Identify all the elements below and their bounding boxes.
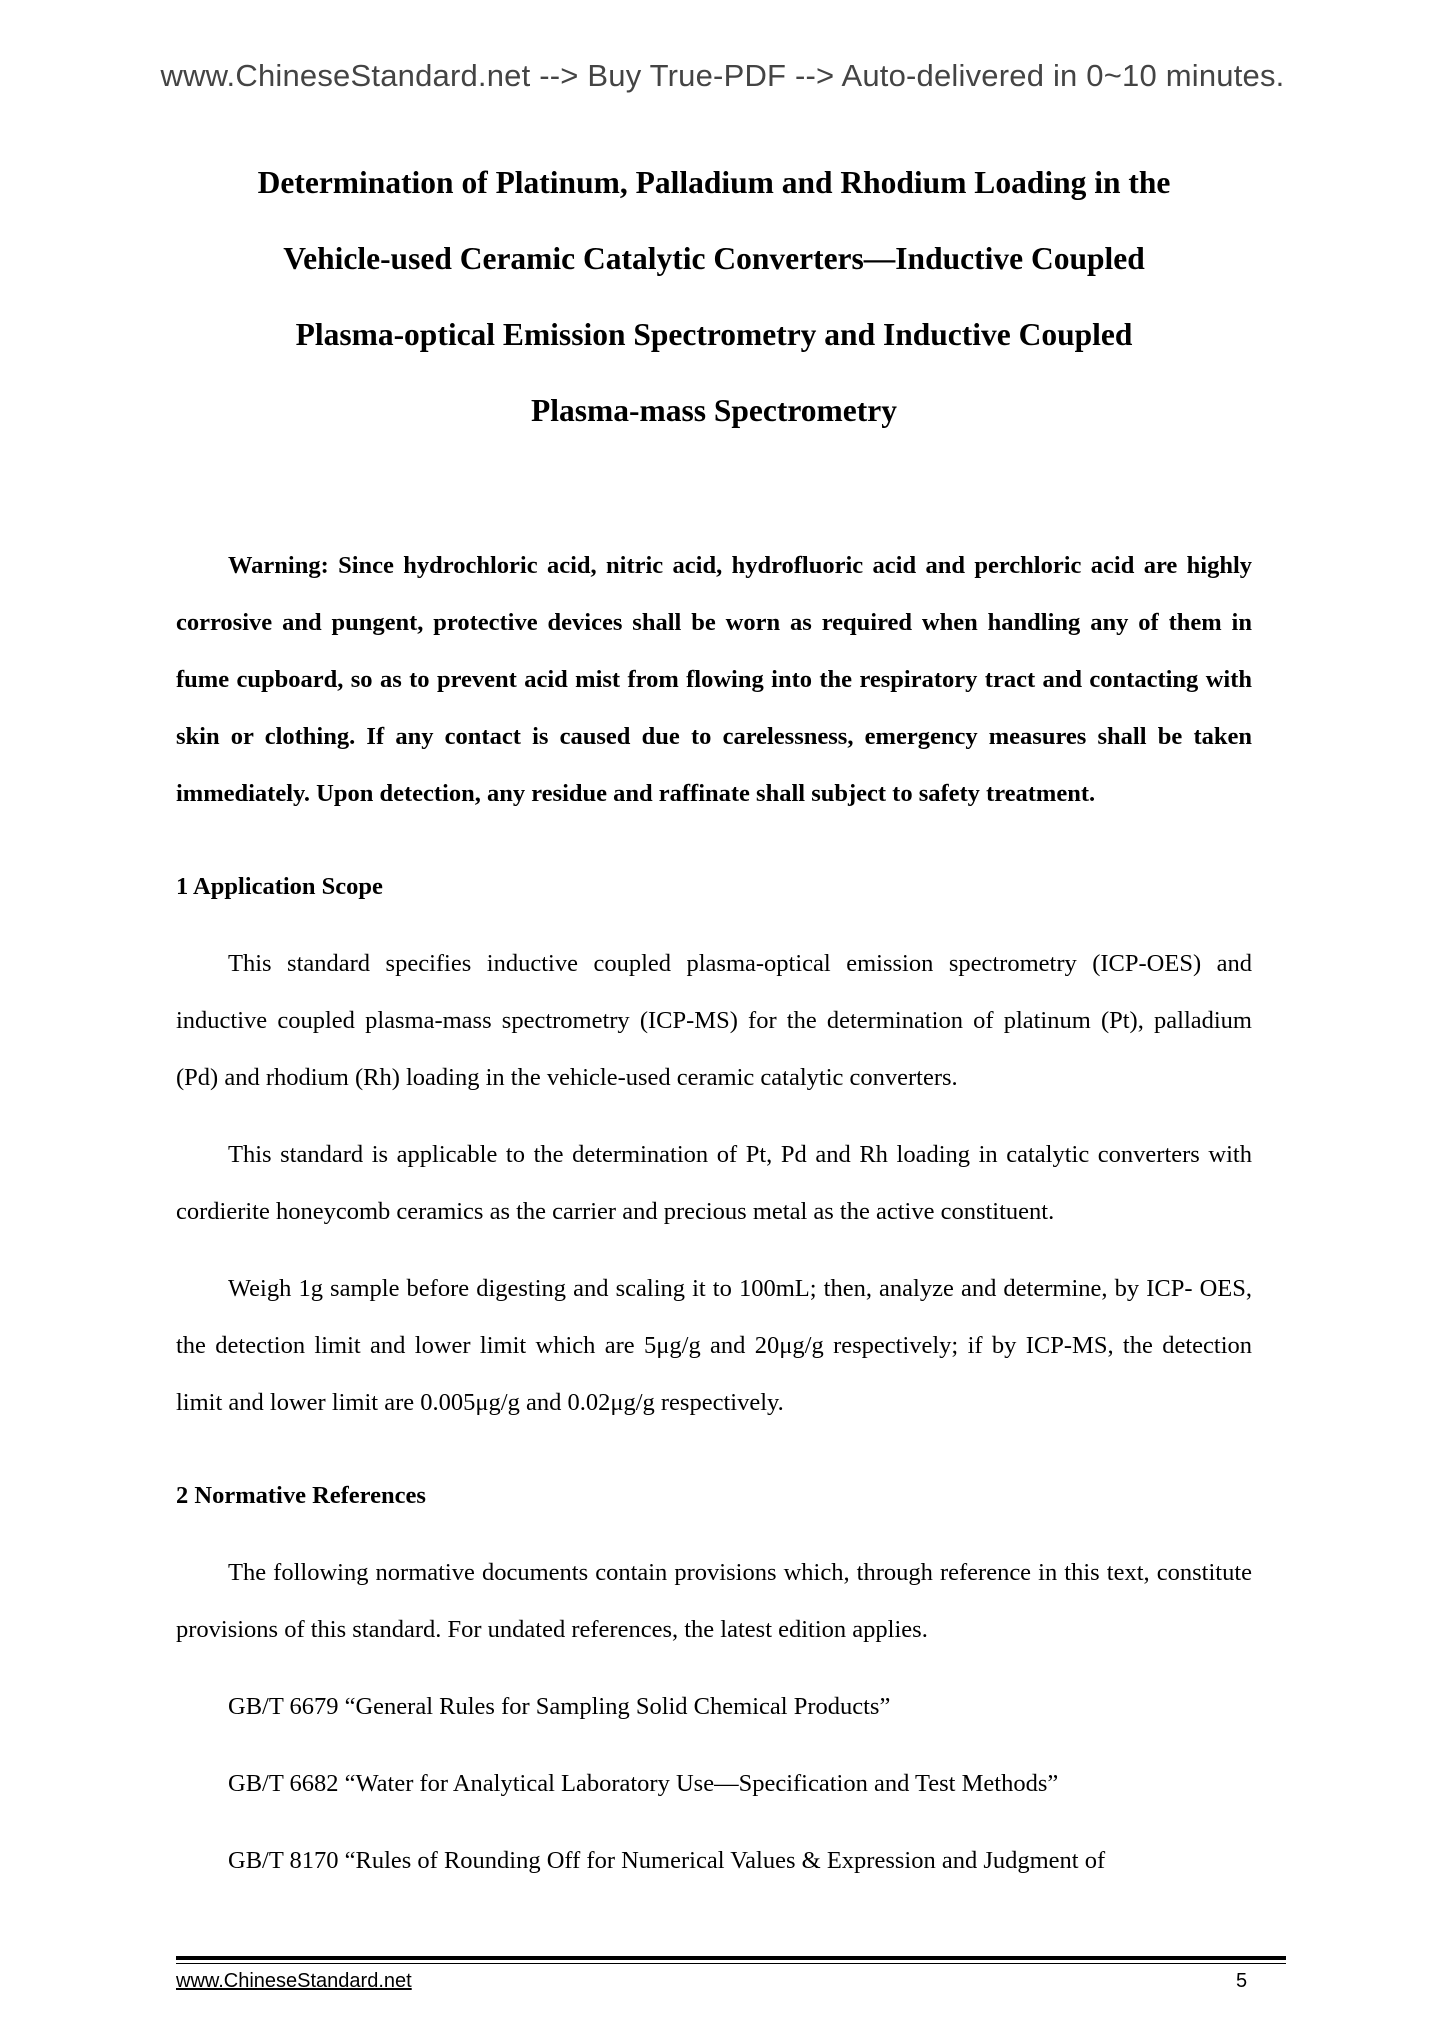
- document-title: [176, 145, 1252, 449]
- page-number: 5: [1236, 1970, 1248, 1992]
- warning-paragraph: Warning: Since hydrochloric acid, nitric acid, hydrofluoric acid and perchloric acid are highly corrosive and pungent, protective devices shall be worn as required when handling any of them in fume cupboard, so as to prevent acid mist from flowing into the respiratory tract and contacting with skin or clothing. If any contact is caused due to carelessness, emergency measures shall be taken immediately. Upon detection, any residue and raffinate shall subject to safety treatment.: [176, 552, 1252, 807]
- reference-item: GB/T 6682 “Water for Analytical Laboratory Use—Specification and Test Methods”: [228, 1770, 1059, 1797]
- section-heading-normative-references: 2 Normative References: [176, 1482, 426, 1509]
- footer-website-link[interactable]: www.ChineseStandard.net: [176, 1970, 412, 1992]
- title-line: Plasma-optical Emission Spectrometry and Inductive Coupled: [295, 317, 1133, 352]
- footer-divider: [176, 1956, 1286, 1960]
- title-line: Plasma-mass Spectrometry: [531, 393, 897, 428]
- reference-item: GB/T 8170 “Rules of Rounding Off for Numerical Values & Expression and Judgment of: [228, 1847, 1106, 1874]
- paragraph: This standard specifies inductive coupled plasma-optical emission spectrometry (ICP-OES) and inductive coupled plasma-mass spectrometry (ICP-MS) for the determination of platinum (Pt), palladium (Pd) and rhodium (Rh) loading in the vehicle-used ceramic catalytic converters.: [176, 950, 1252, 1091]
- paragraph: This standard is applicable to the determination of Pt, Pd and Rh loading in catalytic converters with cordierite honeycomb ceramics as the carrier and precious metal as the active constituent.: [176, 1141, 1252, 1225]
- title-line: Vehicle-used Ceramic Catalytic Converters—Inductive Coupled: [283, 241, 1145, 276]
- paragraph: The following normative documents contain provisions which, through reference in this text, constitute provisions of this standard. For undated references, the latest edition applies.: [176, 1559, 1252, 1643]
- section-heading-application-scope: 1 Application Scope: [176, 873, 383, 900]
- footer-divider-thin: [176, 1963, 1286, 1964]
- paragraph: Weigh 1g sample before digesting and scaling it to 100mL; then, analyze and determine, by ICP- OES, the detection limit and lower limit which are 5μg/g and 20μg/g respectively; if by ICP-MS, the detection limit and lower limit are 0.005μg/g and 0.02μg/g respectively.: [176, 1275, 1252, 1416]
- reference-item: GB/T 6679 “General Rules for Sampling Solid Chemical Products”: [228, 1693, 891, 1720]
- header-banner: www.ChineseStandard.net --> Buy True-PDF --> Auto-delivered in 0~10 minutes.: [160, 58, 1285, 93]
- document-body: [176, 145, 1252, 1889]
- title-line: Determination of Platinum, Palladium and Rhodium Loading in the: [257, 165, 1171, 200]
